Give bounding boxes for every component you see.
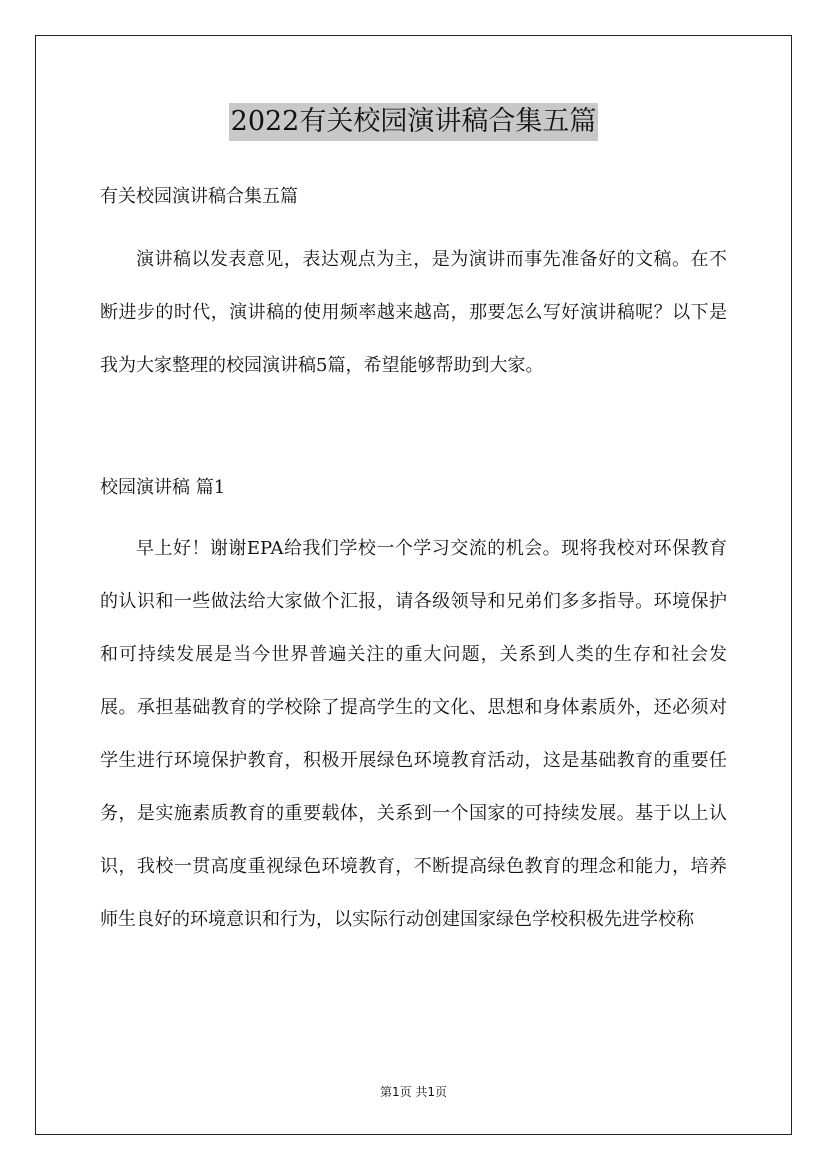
document-title: 2022有关校园演讲稿合集五篇 [229,103,599,141]
document-subtitle: 有关校园演讲稿合集五篇 [100,186,298,207]
section-paragraph: 早上好！谢谢EPA给我们学校一个学习交流的机会。现将我校对环保教育的认识和一些做法给大家做个汇报，请各级领导和兄弟们多多指导。环境保护和可持续发展是当今世界普遍关注的重大问题，关系到人类的生存和社会发展。承担基础教育的学校除了提高学生的文化、思想和身体素质外，还必须对学生进行环境保护教育，积极开展绿色环境教育活动，这是基础教育的重要任务，是实施素质教育的重要载体，关系到一个国家的可持续发展。基于以上认识，我校一贯高度重视绿色环境教育，不断提高绿色教育的理念和能力，培养师生良好的环境意识和行为，以实际行动创建国家绿色学校积极先进学校称 [100,538,727,930]
section-heading: 校园演讲稿 篇1 [100,477,226,498]
title-container [0,103,827,141]
document-body [100,178,727,946]
intro-paragraph: 演讲稿以发表意见，表达观点为主，是为演讲而事先准备好的文稿。在不断进步的时代，演讲稿的使用频率越来越高，那要怎么写好演讲稿呢？以下是我为大家整理的校园演讲稿5篇，希望能够帮助到大家。 [100,249,727,376]
page-footer: 第1页 共1页 [379,1085,448,1099]
